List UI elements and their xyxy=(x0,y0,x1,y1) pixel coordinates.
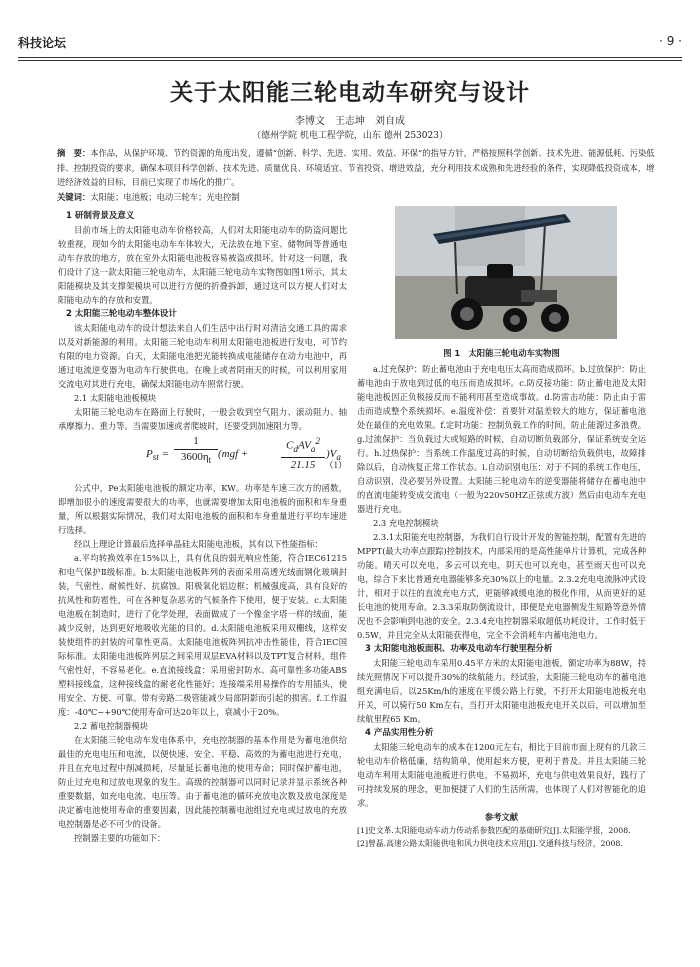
paragraph: 控制器主要的功能如下： xyxy=(74,833,166,843)
paragraph: 2.3.1太阳能充电控制器，为我们自行设计开发的智能控制，配置有先进的MPPT(最大功率点跟踪)控制技术，内部采用的是高性能单片计算机，完成各种功能。晴天可以充电，多云可以充电，阴天也可以充电，甚至雨天也可以充电，综合下来比普通充电器能够多充30%以上的电量。2.3.2充电电流脉冲式设计，相对于以往的直流充电方式，更能够减缓电池的极化作用，从而更好的延长电池的使用寿命。2.3.3采取防倒流设计，即便是充电器侧发生短路等意外情况也不会影响到电池的安全。2.3.4充电控制器采取超低功耗设计，工作时低于0.5W，并且完全从太阳能获得电，完全不会消耗车内蓄电池电力。 xyxy=(357,532,646,640)
paragraph: 该太阳能电动车的设计想法来自人们生活中出行时对清洁交通工具的需求以及对新能源的利用。太阳能三轮电动车利用太阳能电池板进行发电，可节约有限的电力资源。白天，太阳能电池把光能转换成电能储存在动力电池中，再通过电流逆变器为电动车行驶供电。在晚上或者阴雨天的时候，可以利用家用交流电对其进行充电，确保太阳能电动车照常行驶。 xyxy=(58,323,347,389)
keywords xyxy=(57,190,662,204)
subsection-heading-2-1: 2.1 太阳能电池板模块 xyxy=(74,393,157,403)
left-column xyxy=(58,209,347,845)
equation-1 xyxy=(58,434,347,480)
figure-1-caption: 图 1 太阳能三轮电动车实物图 xyxy=(443,348,560,358)
solar-tricycle-illustration xyxy=(395,206,617,339)
paragraph: 目前市场上的太阳能电动车价格较高，人们对太阳能电动车的防盗问题比较重视，现如今的太阳能电动车车体较大，无法放在地下室、储物间等普通电动车存放的地方，放在室外太阳能电池板容易被盗或损坏。针对这一问题，我们设计了这一款太阳能三轮电动车，太阳能三轮电动车实物图如图1所示，其太阳能模块及其支撑架模块可以进行方便的折叠拆卸，通过这可以方便人们对太阳能电动车的存放和安置。 xyxy=(58,225,347,305)
page-number: · 9 · xyxy=(659,34,682,48)
equation-fraction-1: 1 $3600\eta_t$ xyxy=(174,434,218,467)
section-heading-3: 3 太阳能电池板面积、功率及电动车行驶里程分析 xyxy=(365,644,553,654)
journal-name: 科技论坛 xyxy=(18,36,67,50)
reference-item: [1]史文革.太阳能电动车动力传动系参数匹配的基础研究[J].太阳能学报，2008. xyxy=(357,826,631,835)
equation-end: )$V_a$ xyxy=(326,448,341,463)
equation-fraction-2: $C_dAV_a^2$ 21.15 xyxy=(281,434,325,472)
paragraph: 经以上理论计算最后选择单晶硅太阳能电池板，其有以下性能指标： xyxy=(74,539,323,549)
paragraph: 太阳能三轮电动车的成本在1200元左右，相比于目前市面上现有的几款三轮电动车价格低廉，结构简单，使用起来方便，更利于普及。并且太阳能三轮电动车利用太阳能电池板进行供电，不易损坏，充电与供电效果良好，践行了可持续发展的理念，更加便捷了人们的生活所需，也体现了人们对智能化的追求。 xyxy=(357,742,646,808)
affiliation: （德州学院 机电工程学院，山东 德州 253023） xyxy=(252,131,448,141)
header-rule-thin xyxy=(18,60,682,61)
paper-title: 关于太阳能三轮电动车研究与设计 xyxy=(170,80,530,106)
paragraph: 公式中，Pe太阳能电池板的额定功率，KW。功率是车速三次方的函数，即增加很小的速度需要很大的功率，也就需要增加太阳电池板的面积和车身重量，所以根据实际情况，我们对太阳电池板的面积和车身重量进行平均车速进行选择。 xyxy=(58,483,347,535)
equation-middle: (mgf + xyxy=(218,448,249,460)
authors: 李博文 王志坤 刘自成 xyxy=(295,116,405,127)
paragraph: a.平均转换效率在15%以上，具有优良的弱光响应性能，符合IEC61215和电气保护Ⅱ级标准。b.太阳能电池板阵列的表面采用高透光绒面钢化玻璃封装，气密性、耐候性好、抗腐蚀。阳极氧化铝边框；机械强度高，具有良好的抗风性和防雹性，可在各种复杂恶劣的气候条件下使用，便于安装。c.太阳能电池板在制造时，进行了化学处理，表面做成了一个像金字塔一样的绒面，能减少反射，达到更好地吸收光能的目的。d.太阳能电池板采用双栅线，这样安装使组件的封装的可靠性更高。太阳能电池板阵列抗冲击性能佳，符合IEC国际标准。太阳能电池板阵列层之间采用双层EVA材料以及TPT复合材料，组件气密性好，不容易老化。e.直流接线盒：采用密封防水、高可靠性多功能ABS塑料接线盒，这种接线盒的耐老化性能好；连接端采用易操作的专用插头，使用安全、方便、可靠。带有旁路二极管能减少局部阴影而引起的损害。f.工作温度：-40℃~+90℃使用寿命可达20年以上，衰减小于20%。 xyxy=(58,553,347,717)
section-heading-2: 2 太阳能三轮电动车整体设计 xyxy=(66,309,177,319)
header-rule-thick xyxy=(18,57,682,58)
section-heading-1: 1 研制背景及意义 xyxy=(66,211,135,221)
section-heading-4: 4 产品实用性分析 xyxy=(365,728,434,738)
keywords-label: 关键词： xyxy=(57,192,91,202)
subsection-heading-2-2: 2.2 蓄电控制器模块 xyxy=(74,721,148,731)
paragraph: 太阳能三轮电动车在路面上行驶时，一般会收到空气阻力、滚动阻力、轴承摩擦力、重力等。当需要加速或者爬坡时，还要受到加速阻力等。 xyxy=(58,407,347,431)
paragraph: a.过充保护：防止蓄电池由于充电电压太高而造成损坏。b.过放保护：防止蓄电池由于放电到过低的电压而造成损坏。c.防反接功能：防止蓄电池及太阳能电池板因正负极接反而不能利用甚至造成事故。d.防雷击功能：防止由于雷击而造成整个系统损坏。e.温度补偿：首要针对温差较大的地方，保证蓄电池处在最佳的充电效果。f.定时功能：控制负载工作的时间，防止能源过多浪费。g.过流保护：当负载过大或短路的时候，自动切断负载部分，保证系统安全运行。h.过热保护：当系统工作温度过高的时候，自动切断给负载供电，故障排除以后，自动恢复正常工作状态。i.自动识别电压：对于不同的系统工作电压，自动识别，没必要另外设置。太阳能三轮电动车的逆变器能将储存在蓄电池中的直流电能转变成交流电（一般为220v50HZ正弦或方波）然后由电动车充电器进行充电。 xyxy=(357,364,646,514)
paragraph: 太阳能三轮电动车采用0.45平方米的太阳能电池板，额定功率为88W，持续光照情况下可以提升30%的续航能力。经试验，太阳能三轮电动车的蓄电池组充满电后，以25Km/h的速度在平缓公路上行驶，不打开太阳能电池板充电开关，可以骑行50 Km左右，当打开太阳能电池板充电开关以后，可以增加至续航里程65 Km。 xyxy=(357,658,646,724)
subsection-heading-2-3: 2.3 充电控制模块 xyxy=(373,518,439,528)
abstract-label: 摘 要： xyxy=(57,148,91,158)
right-column xyxy=(357,362,646,850)
keywords-text: 太阳能；电池板；电动三轮车；光电控制 xyxy=(90,192,240,202)
reference-item: [2]曾磊.高速公路太阳能供电和风力供电技术应用[J].交通科技与经济，2008. xyxy=(357,839,623,848)
abstract-text: 本作品，从保护环境、节约资源的角度出发，遵循“创新、科学、先进、实用、效益、环保”的指导方针，严格按照科学创新、技术先进、能源低耗、污染低排、控制投资的要求，确保本项目科学创新、技术先进、质量优良、环境适宜、节省投资、增进效益，充分利用技术成熟和先进经验的条件，实现降低投资成本，增进经济效益的目标，目前已实现了市场化的推广。 xyxy=(57,148,655,187)
references-heading: 参考文献 xyxy=(484,812,519,822)
figure-1-photo xyxy=(395,206,617,339)
equation-lhs: $P_{st}$ = xyxy=(146,448,170,463)
paragraph: 在太阳能三轮电动车发电体系中，充电控制器的基本作用是为蓄电池供给最佳的充电电压和电流，以便快速、安全、平稳、高效的为蓄电池进行充电，并且在充电过程中削减损耗，尽量延长蓄电池的使用寿命；同时保护蓄电池，防止过充电和过放电现象的发生。高级的控制器可以同时记录并显示系统各种重要数据，如充电电流、电压等。由于蓄电池的循环充放电次数及放电深度是决定蓄电池使用寿命的重要因素，因此能控制蓄电池组过充电或过放电的充放电控制器是必不可少的设备。 xyxy=(58,735,347,829)
abstract xyxy=(57,146,662,190)
running-header xyxy=(18,34,682,54)
equation-number: （1） xyxy=(324,460,347,470)
